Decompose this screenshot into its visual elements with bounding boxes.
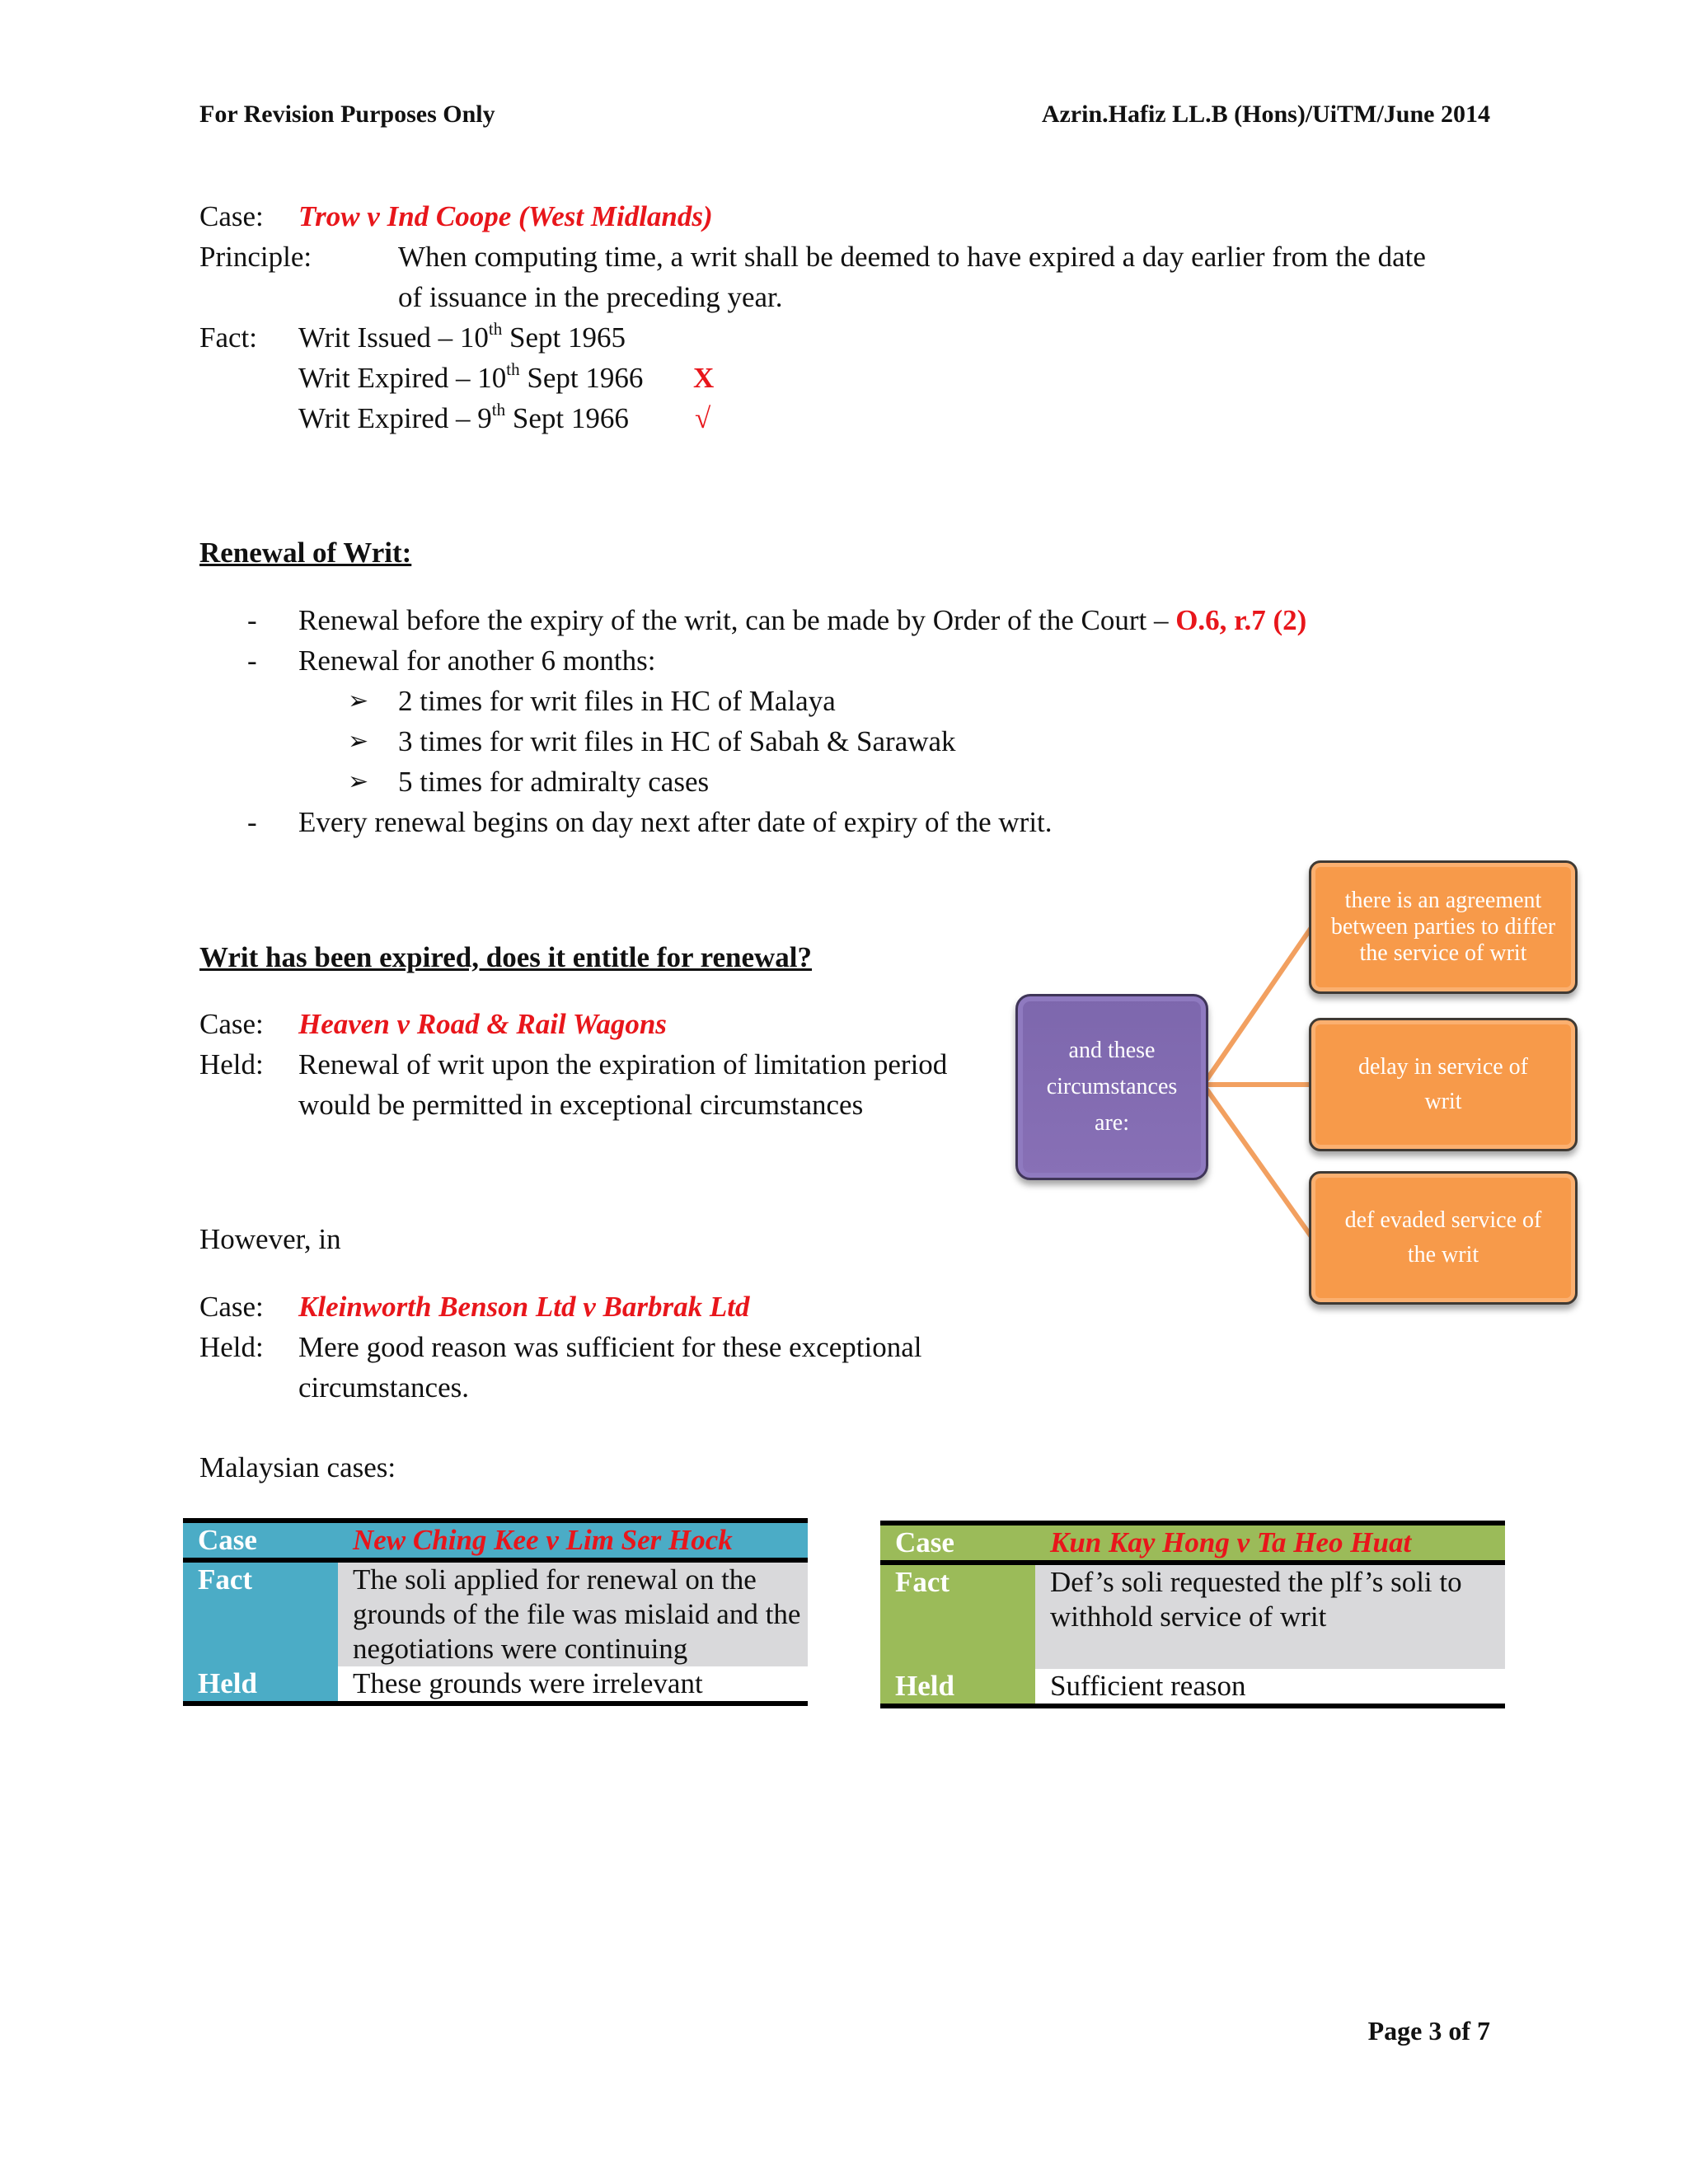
diagram-item-delay: delay in service of writ xyxy=(1309,1018,1578,1151)
diagram-item-evaded: def evaded service of the writ xyxy=(1309,1171,1578,1305)
held2-line2: circumstances. xyxy=(298,1371,469,1404)
table2-case-label: Case xyxy=(895,1526,954,1558)
bullet-dash: - xyxy=(247,644,257,677)
fact-label: Fact: xyxy=(199,321,257,354)
table1-case-name: New Ching Kee v Lim Ser Hock xyxy=(353,1524,733,1556)
header-right: Azrin.Hafiz LL.B (Hons)/UiTM/June 2014 xyxy=(1041,101,1490,128)
principle-line2: of issuance in the preceding year. xyxy=(398,281,783,313)
table1-fact: The soli applied for renewal on the grounds of the file was mislaid and the negotiations were continuing xyxy=(338,1560,808,1666)
bullet-dash: - xyxy=(247,604,257,636)
connector-line-1 xyxy=(1203,926,1312,1085)
writ-expired-right-line: Writ Expired – 9th Sept 1966 xyxy=(298,400,629,434)
malaysian-cases-label: Malaysian cases: xyxy=(199,1451,396,1483)
malaysian-case-table-1 xyxy=(183,1518,808,1706)
arrow-bullet-icon: ➢ xyxy=(348,687,369,715)
renewal-sub-2: 3 times for writ files in HC of Sabah & Sarawak xyxy=(398,725,956,757)
table2-fact: Def’s soli requested the plf’s soli to withhold service of writ xyxy=(1035,1563,1505,1669)
case3-name: Kleinworth Benson Ltd v Barbrak Ltd xyxy=(298,1291,750,1323)
page-number: Page 3 of 7 xyxy=(1367,2016,1490,2046)
malaysian-case-table-2 xyxy=(880,1521,1505,1708)
table1-fact-label: Fact xyxy=(183,1560,338,1666)
renewal-bullet-1: Renewal before the expiry of the writ, can be made by Order of the Court – O.6, r.7 (2) xyxy=(298,604,1307,636)
wrong-mark: X xyxy=(693,362,715,394)
renewal-sub-1: 2 times for writ files in HC of Malaya xyxy=(398,685,836,717)
arrow-bullet-icon: ➢ xyxy=(348,767,369,796)
table2-held-label: Held xyxy=(880,1669,1035,1706)
renewal-sub-3: 5 times for admiralty cases xyxy=(398,766,710,798)
connector-line-3 xyxy=(1203,1085,1312,1238)
header-left: For Revision Purposes Only xyxy=(199,101,495,128)
case3-label: Case: xyxy=(199,1291,264,1323)
order-reference: O.6, r.7 (2) xyxy=(1175,604,1307,636)
arrow-bullet-icon: ➢ xyxy=(348,727,369,756)
principle-line1: When computing time, a writ shall be deemed to have expired a day earlier from the date xyxy=(398,241,1426,273)
expired-heading: Writ has been expired, does it entitle for renewal? xyxy=(199,941,813,973)
table2-held: Sufficient reason xyxy=(1035,1669,1505,1706)
case2-label: Case: xyxy=(199,1008,264,1040)
case1-label: Case: xyxy=(199,200,264,232)
table1-held: These grounds were irrelevant xyxy=(338,1666,808,1704)
case1-name: Trow v Ind Coope (West Midlands) xyxy=(298,200,713,232)
check-mark: √ xyxy=(695,402,711,434)
renewal-heading: Renewal of Writ: xyxy=(199,537,412,569)
renewal-bullet-3: Every renewal begins on day next after date of expiry of the writ. xyxy=(298,806,1053,838)
diagram-item-agreement: there is an agreement between parties to differ the service of writ xyxy=(1309,860,1578,994)
writ-issued-line: Writ Issued – 10th Sept 1965 xyxy=(298,319,626,354)
principle-label: Principle: xyxy=(199,241,312,273)
table1-case-label: Case xyxy=(198,1524,257,1556)
held-line1: Renewal of writ upon the expiration of limitation period xyxy=(298,1048,948,1080)
table1-held-label: Held xyxy=(183,1666,338,1704)
writ-expired-wrong-line: Writ Expired – 10th Sept 1966 xyxy=(298,359,644,394)
table2-case-name: Kun Kay Hong v Ta Heo Huat xyxy=(1050,1526,1412,1558)
case2-name: Heaven v Road & Rail Wagons xyxy=(298,1008,667,1040)
however-text: However, in xyxy=(199,1223,341,1255)
held2-line1: Mere good reason was sufficient for these exceptional xyxy=(298,1331,922,1363)
held-line2: would be permitted in exceptional circumstances xyxy=(298,1089,864,1121)
held-label: Held: xyxy=(199,1048,264,1080)
diagram-center-box: and these circumstances are: xyxy=(1015,994,1208,1180)
held2-label: Held: xyxy=(199,1331,264,1363)
table2-fact-label: Fact xyxy=(880,1563,1035,1669)
renewal-bullet-2: Renewal for another 6 months: xyxy=(298,644,656,677)
bullet-dash: - xyxy=(247,806,257,838)
